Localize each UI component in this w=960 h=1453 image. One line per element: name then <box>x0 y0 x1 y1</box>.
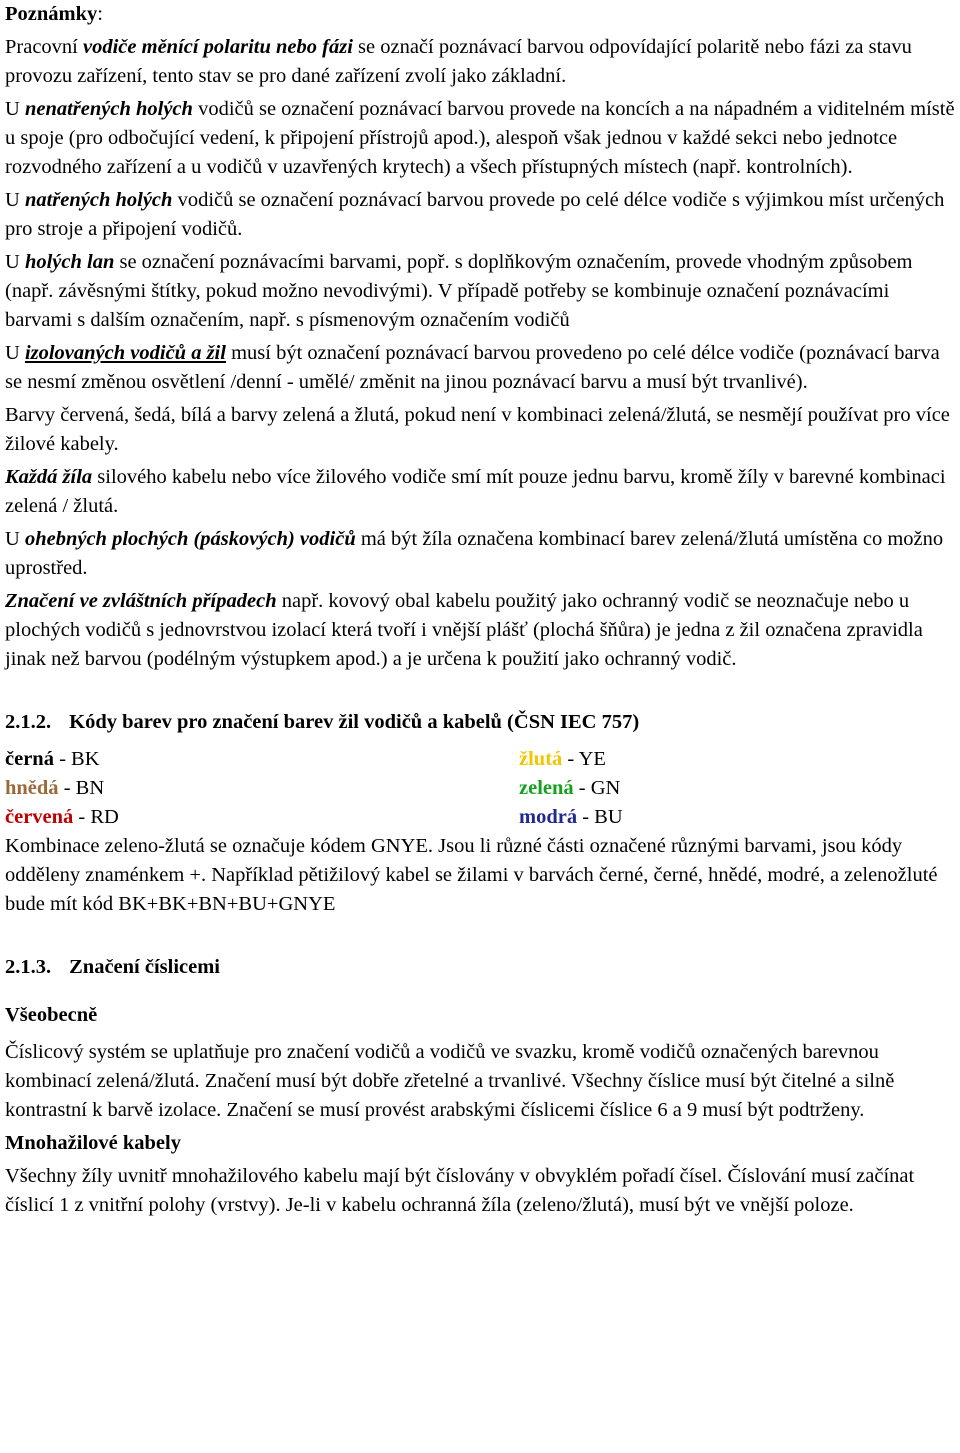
color-code-brown <box>5 774 519 803</box>
paragraph-bare-ropes <box>5 248 958 335</box>
text: musí být označení poznávací barvou provedeno po celé délce vodiče (poznávací barva se nesmí změnou osvětlení /denní - umělé/ změnit na jinou poznávací barvu a musí být trvanlivé). <box>5 342 940 393</box>
color-code: - YE <box>562 748 606 770</box>
notes-title: Poznámky <box>5 3 98 25</box>
color-code-blue <box>519 803 958 832</box>
color-code: - BK <box>53 748 100 770</box>
section-heading-2-1-2 <box>5 708 958 737</box>
emphasis: izolovaných vodičů a žil <box>24 342 226 364</box>
text: U <box>5 189 25 211</box>
emphasis: nenatřených holých <box>24 98 193 120</box>
paragraph-single-color <box>5 463 958 521</box>
spacer <box>5 923 958 953</box>
text: U <box>5 342 25 364</box>
color-name: zelená <box>519 777 574 799</box>
paragraph-polarity <box>5 33 958 91</box>
paragraph-numeric-system: Číslicový systém se uplatňuje pro značení vodičů a vodičů ve svazku, kromě vodičů označených barevnou kombinací zelená/žlutá. Značení musí být dobře zřetelné a trvanlivé. Všechny číslice musí být čitelné a silně kontrastní k barvě izolace. Značení se musí provést arabskými číslicemi číslice 6 a 9 musí být podtrženy. <box>5 1041 895 1121</box>
emphasis: Každá žíla <box>5 466 93 488</box>
section-title: Kódy barev pro značení barev žil vodičů a kabelů (ČSN IEC 757) <box>69 711 640 733</box>
text: U <box>5 98 25 120</box>
subheading-multicore: Mnohažilové kabely <box>5 1132 181 1154</box>
text: U <box>5 528 25 550</box>
color-code: - GN <box>573 777 621 799</box>
emphasis: holých lan <box>24 251 115 273</box>
text: se označení poznávacími barvami, popř. s doplňkovým označením, provede vhodným způsobem (např. závěsnými štítky, pokud možno nevodivými). V případě potřeby se kombinuje označení poznávacími barvami s dalším označením, např. s písmenovým označením vodičů <box>5 251 913 331</box>
section-number: 2.1.3. <box>5 956 52 978</box>
notes-colon: : <box>97 3 103 25</box>
spacer <box>5 678 958 708</box>
paragraph-special-cases <box>5 587 958 674</box>
section-title: Značení číslicemi <box>69 956 221 978</box>
text: vodičů se označení poznávací barvou provede po celé délce vodiče s výjimkou míst určených pro stroje a připojení vodičů. <box>5 189 945 240</box>
emphasis: Značení ve zvláštních případech <box>5 590 277 612</box>
color-name: modrá <box>519 806 578 828</box>
text: vodičů se označení poznávací barvou provede na koncích a na nápadném a viditelném místě u spoje (pro odbočující vedení, k připojení přístrojů apod.), alespoň však jednou v každé sekci nebo jednotce rozvodného zařízení a u vodičů v uzavřených krytech) a všech přístupných místech (např. kontrolních). <box>5 98 955 178</box>
color-code: - RD <box>73 806 119 828</box>
color-code-table <box>5 745 958 832</box>
text: má být žíla označena kombinací barev zelená/žlutá umístěna co možno uprostřed. <box>5 528 944 579</box>
section-number: 2.1.2. <box>5 711 52 733</box>
color-code-green <box>519 774 958 803</box>
section-heading-2-1-3 <box>5 953 958 982</box>
text: např. kovový obal kabelu použitý jako ochranný vodič se neoznačuje nebo u plochých vodičů s jednovrstvou izolací která tvoří i vnější plášť (plochá šňůra) je jedna z žil označena zpravidla jinak než barvou (podélným výstupkem apod.) a je určena k použití jako ochranný vodič. <box>5 590 923 670</box>
paragraph-unpainted-bare <box>5 95 958 182</box>
text: silového kabelu nebo více žilového vodiče smí mít pouze jednu barvu, kromě žíly v barevné kombinaci zelená / žlutá. <box>5 466 946 517</box>
paragraph-multicore: Všechny žíly uvnitř mnohažilového kabelu mají být číslovány v obvyklém pořadí čísel. Číslování musí začínat číslicí 1 z vnitřní polohy (vrstvy). Je-li v kabelu ochranná žíla (zeleno/žlutá), musí být ve vnější poloze. <box>5 1165 915 1216</box>
color-name: červená <box>5 806 74 828</box>
emphasis: natřených holých <box>24 189 173 211</box>
color-name: žlutá <box>519 748 563 770</box>
color-code-red <box>5 803 519 832</box>
emphasis: vodiče měnící polaritu nebo fázi <box>83 36 353 58</box>
notes-heading <box>5 0 958 29</box>
text: Pracovní <box>5 36 83 58</box>
paragraph-insulated <box>5 339 958 397</box>
color-name: černá <box>5 748 54 770</box>
paragraph-flat-flexible <box>5 525 958 583</box>
text: U <box>5 251 25 273</box>
emphasis: ohebných plochých (páskových) vodičů <box>24 528 356 550</box>
paragraph-painted-bare <box>5 186 958 244</box>
subheading-general: Všeobecně <box>5 1004 98 1026</box>
paragraph-combination-codes: Kombinace zeleno-žlutá se označuje kódem GNYE. Jsou li různé části označené různými barvami, jsou kódy odděleny znaménkem +. Například pětižilový kabel se žilami v barvách černé, černé, hnědé, modré, a zelenožluté bude mít kód BK+BK+BN+BU+GNYE <box>5 835 938 915</box>
color-name: hnědá <box>5 777 59 799</box>
paragraph-forbidden-colors: Barvy červená, šedá, bílá a barvy zelená a žlutá, pokud není v kombinaci zelená/žlutá, se nesmějí používat pro více žilové kabely. <box>5 404 950 455</box>
color-code: - BN <box>58 777 105 799</box>
text: se označí poznávací barvou odpovídající polaritě nebo fázi za stavu provozu zařízení, tento stav se pro dané zařízení zvolí jako základní. <box>5 36 912 87</box>
color-code-yellow <box>519 745 958 774</box>
color-code-black <box>5 745 519 774</box>
color-code: - BU <box>577 806 623 828</box>
